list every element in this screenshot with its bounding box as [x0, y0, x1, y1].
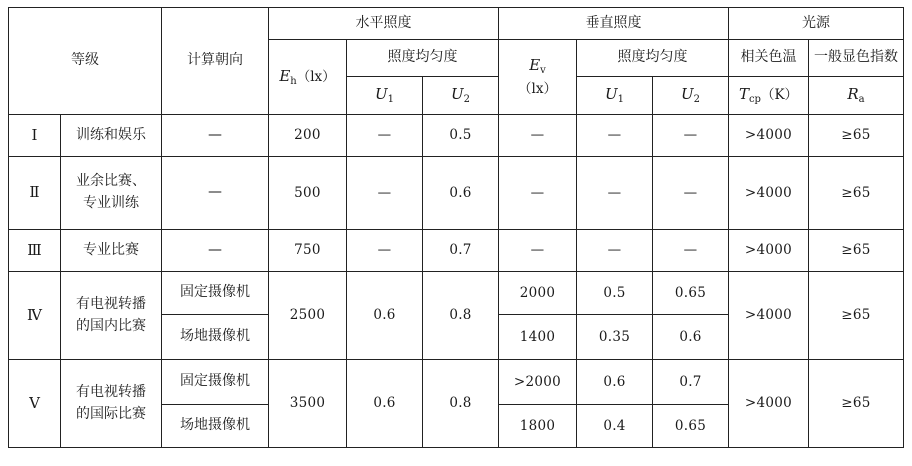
- u-symbol: U: [374, 85, 388, 104]
- table-row: [9, 360, 904, 405]
- u1-vertical-value: 0.5: [577, 272, 653, 315]
- u2-vertical-value: —: [653, 115, 729, 157]
- header-tcp: [729, 77, 809, 115]
- u1-vertical-value: —: [577, 230, 653, 272]
- u1-horizontal-value: —: [347, 157, 423, 230]
- ev-value: >2000: [499, 360, 577, 405]
- ra-symbol: R: [847, 85, 859, 104]
- tcp-value: >4000: [729, 360, 809, 448]
- grade-name-line: 的国内比赛: [76, 317, 146, 334]
- header-u2-vertical: [653, 77, 729, 115]
- grade-name-line: 有电视转播: [76, 383, 146, 400]
- header-cri: 一般显色指数: [809, 40, 904, 77]
- ra-value: ≥65: [809, 115, 904, 157]
- table-row: [9, 115, 904, 157]
- u2-horizontal-value: 0.5: [423, 115, 499, 157]
- u1-vertical-value: —: [577, 157, 653, 230]
- eh-value: 3500: [269, 360, 347, 448]
- header-horizontal-illuminance: 水平照度: [269, 8, 499, 40]
- eh-subscript: h: [290, 75, 297, 87]
- u1-horizontal-value: 0.6: [347, 272, 423, 360]
- grade-level: Ⅲ: [9, 230, 61, 272]
- eh-value: 200: [269, 115, 347, 157]
- eh-value: 750: [269, 230, 347, 272]
- u-symbol: U: [680, 85, 694, 104]
- tcp-value: >4000: [729, 272, 809, 360]
- eh-value: 2500: [269, 272, 347, 360]
- orientation-cell: —: [162, 115, 269, 157]
- header-row-1: [9, 8, 904, 40]
- u2-horizontal-value: 0.8: [423, 360, 499, 448]
- grade-name-line: 业余比赛、: [76, 173, 146, 190]
- header-uniformity-vertical: 照度均匀度: [577, 40, 729, 77]
- u-symbol: U: [604, 85, 618, 104]
- orientation-cell: 场地摄像机: [162, 405, 269, 448]
- orientation-cell: 固定摄像机: [162, 360, 269, 405]
- grade-name-line: 有电视转播: [76, 295, 146, 312]
- header-vertical-illuminance: 垂直照度: [499, 8, 729, 40]
- ra-value: ≥65: [809, 157, 904, 230]
- u1-subscript: 1: [617, 94, 625, 106]
- ev-value: —: [499, 157, 577, 230]
- u2-subscript: 2: [693, 94, 701, 106]
- u2-subscript: 2: [463, 94, 471, 106]
- grade-name-line: 专业训练: [83, 195, 139, 211]
- u2-vertical-value: 0.65: [653, 405, 729, 448]
- eh-unit: （lx）: [296, 68, 336, 85]
- grade-name-line: 的国际比赛: [76, 405, 146, 422]
- grade-name: 训练和娱乐: [61, 115, 162, 157]
- u2-vertical-value: 0.65: [653, 272, 729, 315]
- ev-value: —: [499, 230, 577, 272]
- table-row: [9, 230, 904, 272]
- grade-level: Ⅰ: [9, 115, 61, 157]
- orientation-cell: —: [162, 157, 269, 230]
- ev-symbol: E: [529, 56, 541, 75]
- illuminance-standard-table: [8, 7, 904, 448]
- u2-vertical-value: 0.6: [653, 315, 729, 360]
- header-ev: [499, 40, 577, 115]
- ra-subscript: a: [858, 94, 865, 106]
- eh-value: 500: [269, 157, 347, 230]
- ev-value: 2000: [499, 272, 577, 315]
- u-symbol: U: [450, 85, 464, 104]
- u2-horizontal-value: 0.8: [423, 272, 499, 360]
- grade-name: [61, 360, 162, 448]
- ev-subscript: v: [540, 65, 546, 77]
- u1-horizontal-value: 0.6: [347, 360, 423, 448]
- u1-subscript: 1: [387, 94, 395, 106]
- table-row: [9, 157, 904, 230]
- u1-vertical-value: 0.6: [577, 360, 653, 405]
- eh-symbol: E: [279, 66, 291, 85]
- grade-level: Ⅴ: [9, 360, 61, 448]
- grade-name: 专业比赛: [61, 230, 162, 272]
- u1-horizontal-value: —: [347, 230, 423, 272]
- u1-vertical-value: 0.4: [577, 405, 653, 448]
- header-eh: [269, 40, 347, 115]
- tcp-value: >4000: [729, 157, 809, 230]
- u2-vertical-value: —: [653, 157, 729, 230]
- ra-value: ≥65: [809, 230, 904, 272]
- u2-horizontal-value: 0.7: [423, 230, 499, 272]
- tcp-value: >4000: [729, 230, 809, 272]
- tcp-symbol: T: [738, 85, 749, 104]
- orientation-cell: —: [162, 230, 269, 272]
- u1-horizontal-value: —: [347, 115, 423, 157]
- ev-value: 1800: [499, 405, 577, 448]
- header-cct: 相关色温: [729, 40, 809, 77]
- grade-level: Ⅳ: [9, 272, 61, 360]
- header-u1-vertical: [577, 77, 653, 115]
- u1-vertical-value: —: [577, 115, 653, 157]
- ev-value: —: [499, 115, 577, 157]
- grade-level: Ⅱ: [9, 157, 61, 230]
- tcp-value: >4000: [729, 115, 809, 157]
- header-light-source: 光源: [729, 8, 904, 40]
- orientation-cell: 固定摄像机: [162, 272, 269, 315]
- ev-unit: （lx）: [518, 80, 557, 97]
- orientation-cell: 场地摄像机: [162, 315, 269, 360]
- header-uniformity-horizontal: 照度均匀度: [347, 40, 499, 77]
- u2-horizontal-value: 0.6: [423, 157, 499, 230]
- header-grade: 等级: [9, 8, 162, 115]
- header-orientation: 计算朝向: [162, 8, 269, 115]
- header-u1-horizontal: [347, 77, 423, 115]
- ev-value: 1400: [499, 315, 577, 360]
- header-u2-horizontal: [423, 77, 499, 115]
- tcp-subscript: cp: [748, 94, 761, 106]
- ra-value: ≥65: [809, 360, 904, 448]
- table-row: [9, 272, 904, 315]
- grade-name: [61, 272, 162, 360]
- u1-vertical-value: 0.35: [577, 315, 653, 360]
- header-ra: [809, 77, 904, 115]
- tcp-unit: （K）: [760, 87, 799, 104]
- ra-value: ≥65: [809, 272, 904, 360]
- u2-vertical-value: —: [653, 230, 729, 272]
- grade-name: [61, 157, 162, 230]
- u2-vertical-value: 0.7: [653, 360, 729, 405]
